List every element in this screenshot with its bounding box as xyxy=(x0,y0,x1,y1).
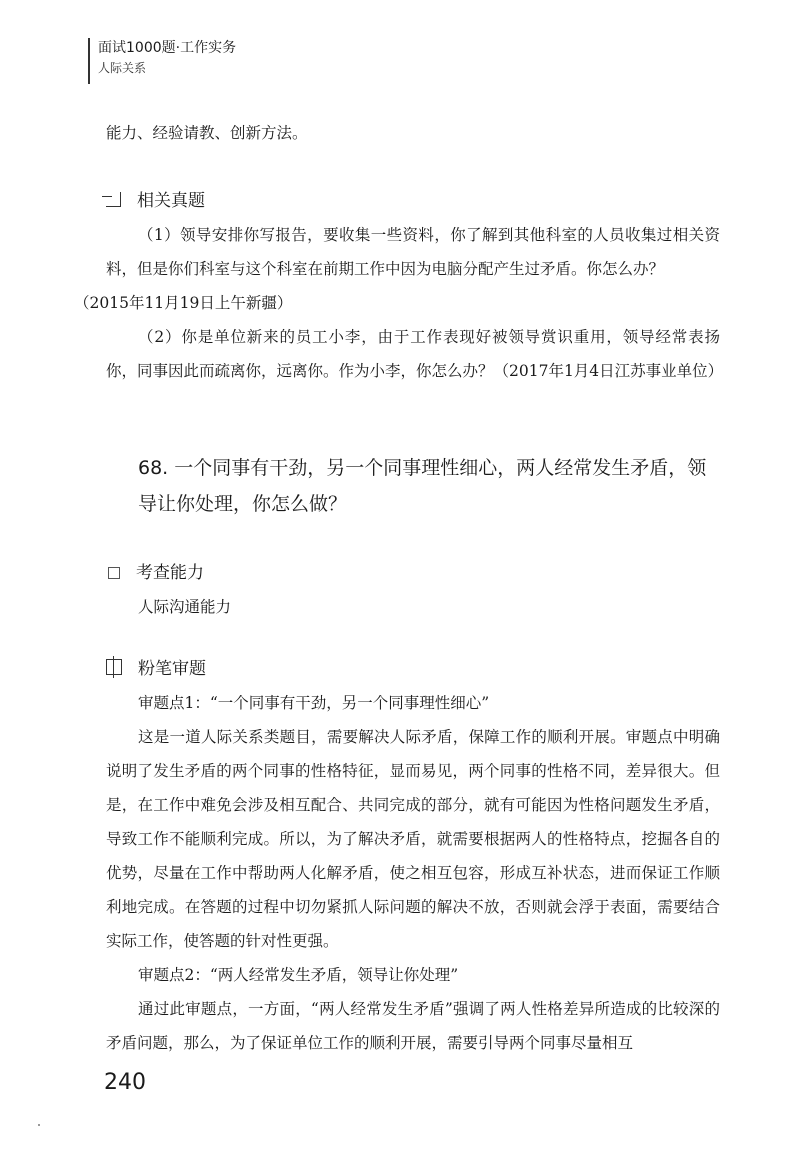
ability-text: 人际沟通能力 xyxy=(138,598,232,616)
ability-heading: 考查能力 xyxy=(106,558,204,588)
analysis-point-2: 审题点2：“两人经常发生矛盾，领导让你处理” xyxy=(138,966,459,984)
analysis-heading: 粉笔审题 xyxy=(106,654,206,684)
chapter-title: 人际关系 xyxy=(98,61,147,75)
analysis-body xyxy=(106,686,720,1060)
related-questions xyxy=(74,218,724,388)
section-bullet-icon xyxy=(106,192,121,207)
running-header xyxy=(88,38,236,84)
question-title: 68. 一个同事有干劲，另一个同事理性细心，两人经常发生矛盾，领导让你处理，你怎么做？ xyxy=(138,457,707,515)
book-title: 面试1000题·工作实务 xyxy=(98,40,237,56)
analysis-paragraph-1: 这是一道人际关系类题目，需要解决人际矛盾，保障工作的顺利开展。审题点中明确说明了发生矛盾的两个同事的性格特征，显而易见，两个同事的性格不同，差异很大。但是，在工作中难免会涉及相互配合、共同完成的部分，就有可能因为性格问题发生矛盾，导致工作不能顺利完成。所以，为了解决矛盾，就需要根据两人的性格特点，挖掘各自的优势，尽量在工作中帮助两人化解矛盾，使之相互包容，形成互补状态，进而保证工作顺利地完成。在答题的过程中切勿紧抓人际问题的解决不放，否则就会浮于表面，需要结合实际工作，使答题的针对性更强。 xyxy=(106,728,720,950)
section-bullet-icon xyxy=(108,567,120,579)
analysis-point-1: 审题点1：“一个同事有干劲，另一个同事理性细心” xyxy=(138,694,490,712)
section-bullet-icon xyxy=(106,659,122,675)
related-question-1: （1）领导安排你写报告，要收集一些资料，你了解到其他科室的人员收集过相关资料，但是你们科室与这个科室在前期工作中因为电脑分配产生过矛盾。你怎么办？ （2015年11月19日上午新疆） xyxy=(74,226,720,312)
intro-line: 能力、经验请教、创新方法。 xyxy=(106,124,308,142)
scan-speck xyxy=(38,1124,40,1126)
related-question-2: （2）你是单位新来的员工小李，由于工作表现好被领导赏识重用，领导经常表扬你，同事因此而疏离你，远离你。作为小李，你怎么办？（2017年1月4日江苏事业单位） xyxy=(106,328,724,380)
related-question-1-source: （2015年11月19日上午新疆） xyxy=(74,294,293,312)
analysis-paragraph-2: 通过此审题点，一方面，“两人经常发生矛盾”强调了两人性格差异所造成的比较深的矛盾问题，那么，为了保证单位工作的顺利开展，需要引导两个同事尽量相互 xyxy=(106,1000,720,1052)
page-number: 240 xyxy=(104,1070,146,1095)
related-heading: 相关真题 xyxy=(106,186,205,216)
